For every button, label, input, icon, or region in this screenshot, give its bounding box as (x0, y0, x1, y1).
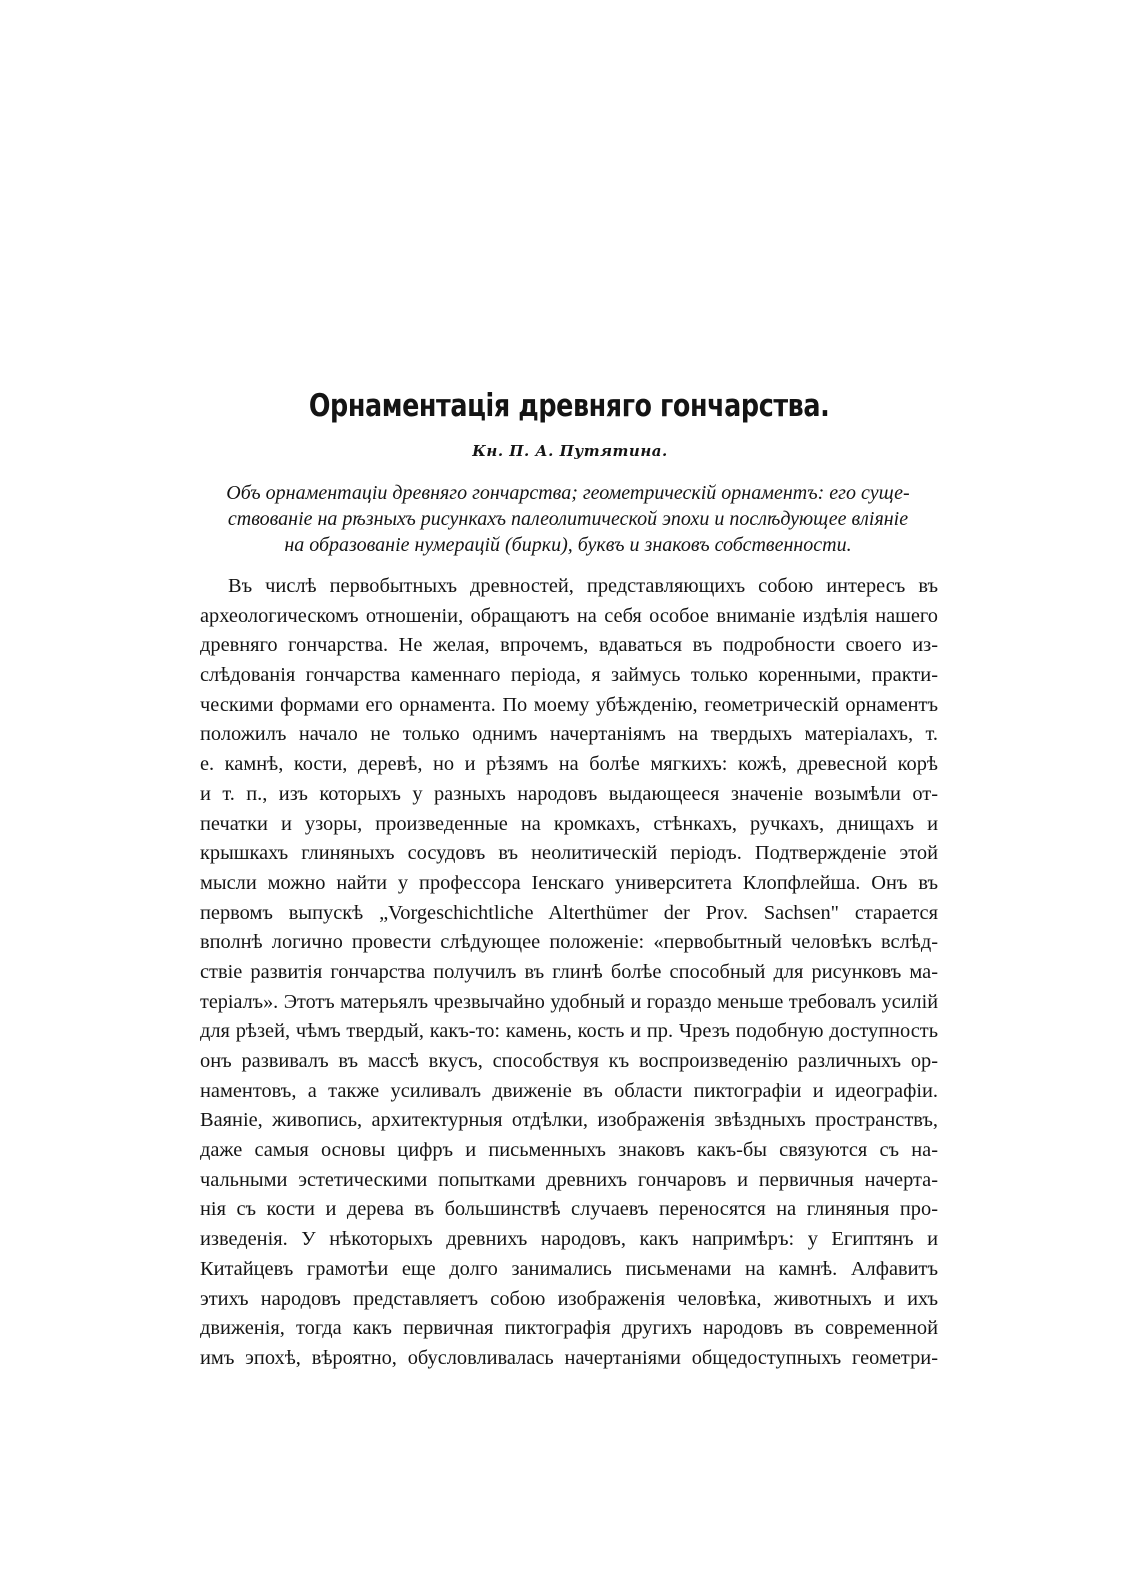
body-line: крышкахъ глиняныхъ сосудовъ въ неолитическій періодъ. Подтвержденіе этой (200, 842, 938, 865)
body-line: слѣдованія гончарства каменнаго періода, я займусь только коренными, практи- (200, 664, 938, 687)
body-line: даже самыя основы цифръ и письменныхъ знаковъ какъ-бы связуются съ на- (200, 1139, 938, 1162)
body-line: наментовъ, а также усиливалъ движеніе въ области пиктографіи и идеографіи. (200, 1079, 938, 1102)
body-line: нія съ кости и дерева въ большинствѣ случаевъ переносятся на глиняныя про- (200, 1198, 938, 1221)
abstract-line: Объ орнаментаціи древняго гончарства; геометрическій орнаментъ: его суще- (226, 482, 910, 504)
body-line: Китайцевъ грамотѣи еще долго занимались письменами на камнѣ. Алфавитъ (200, 1257, 938, 1280)
article-body (200, 572, 938, 1374)
abstract-line: на образованіе нумерацій (бирки), буквъ и знаковъ собственности. (284, 534, 852, 556)
body-line: и т. п., изъ которыхъ у разныхъ народовъ выдающееся значеніе возымѣли от- (200, 782, 938, 805)
body-line: ческими формами его орнамента. По моему убѣжденію, геометрическій орнаментъ (200, 693, 938, 716)
body-line: теріалъ». Этотъ матерьялъ чрезвычайно удобный и гораздо меньше требовалъ усилій (200, 990, 938, 1013)
body-line: чальными эстетическими попытками древнихъ гончаровъ и первичныя начерта- (200, 1168, 938, 1191)
body-line: имъ эпохѣ, вѣроятно, обусловливалась начертаніями общедоступныхъ геометри- (200, 1346, 938, 1369)
body-line: мысли можно найти у профессора Іенскаго университета Клопфлейша. Онъ въ (200, 871, 938, 894)
article-author: Кн. П. А. Путятина. (472, 442, 668, 460)
body-line: первомъ выпускѣ „Vorgeschichtliche Alterthümer der Prov. Sachsen" старается (200, 901, 938, 924)
body-line: движенія, тогда какъ первичная пиктографія другихъ народовъ въ современной (200, 1317, 938, 1340)
body-line: вполнѣ логично провести слѣдующее положеніе: «первобытный человѣкъ вслѣд- (200, 931, 938, 954)
body-line: онъ развивалъ въ массѣ вкусъ, способствуя къ воспроизведенію различныхъ ор- (200, 1050, 938, 1072)
body-line: печатки и узоры, произведенные на кромкахъ, стѣнкахъ, ручкахъ, днищахъ и (200, 812, 938, 835)
body-line: Въ числѣ первобытныхъ древностей, представляющихъ собою интересъ въ (228, 575, 938, 597)
body-line: положилъ начало не только однимъ начертаніямъ на твердыхъ матеріалахъ, т. (200, 723, 938, 746)
body-line: археологическомъ отношеніи, обращаютъ на себя особое вниманіе издѣлія нашего (200, 604, 938, 627)
body-line: Ваяніе, живопись, архитектурныя отдѣлки, изображенія звѣздныхъ пространствъ, (200, 1109, 938, 1132)
abstract-line: ствованіе на рѣзныхъ рисункахъ палеолитической эпохи и послѣдующее вліяніе (227, 508, 909, 530)
article-abstract (200, 480, 936, 558)
body-line: ствіе развитія гончарства получилъ въ глинѣ болѣе способный для рисунковъ ма- (200, 960, 938, 983)
body-line: е. камнѣ, кости, деревѣ, но и рѣзямъ на болѣе мягкихъ: кожѣ, древесной корѣ (200, 753, 938, 776)
body-line: для рѣзей, чѣмъ твердый, какъ-то: камень, кость и пр. Чрезъ подобную доступность (200, 1020, 938, 1043)
body-line: изведенія. У нѣкоторыхъ древнихъ народовъ, какъ напримѣръ: у Египтянъ и (200, 1228, 938, 1251)
body-line: этихъ народовъ представляетъ собою изображенія человѣка, животныхъ и ихъ (200, 1287, 938, 1310)
article-title: Орнаментація древняго гончарства. (308, 388, 830, 424)
body-line: древняго гончарства. Не желая, впрочемъ, вдаваться въ подробности своего из- (200, 634, 938, 657)
